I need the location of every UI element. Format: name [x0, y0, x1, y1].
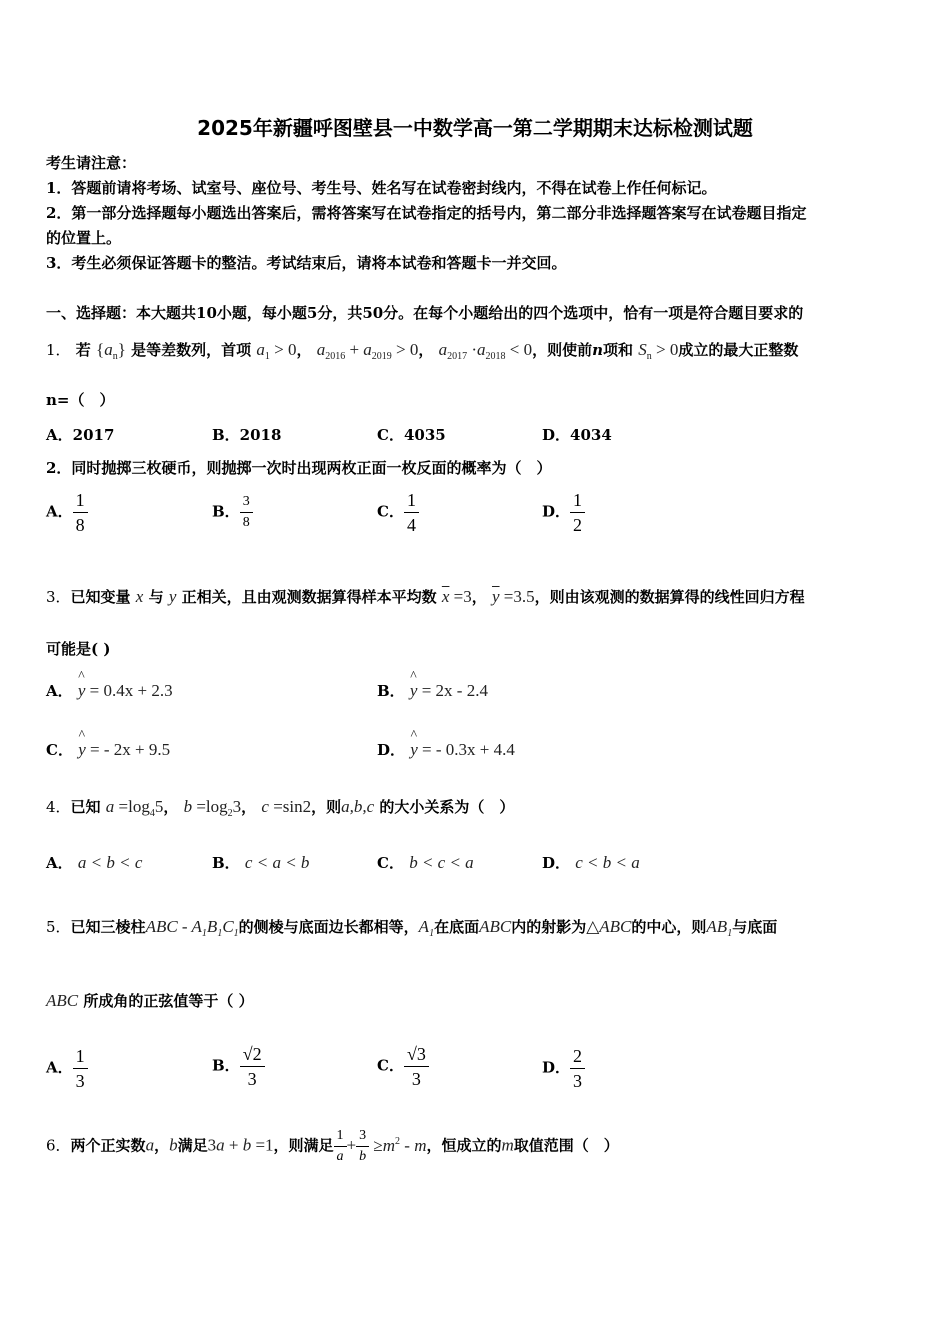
page-title: 2025年新疆呼图壁县一中数学高一第二学期期末达标检测试题	[197, 116, 753, 140]
q3-option-a: A． ^ y = 0.4x + 2.3	[46, 680, 173, 701]
q3-option-b: B． ^ y = 2x - 2.4	[377, 680, 488, 701]
question-1: 1． 若 $\{a_n\}$ 是等差数列，首项 $a_1 > 0$， $a_{2016} + a_{2019} > 0$， $a_{2017} \cdot a_{2018} < 0$，则使前n项和 $S_n > 0$成立的最大正整数	[46, 340, 799, 362]
q4-option-a: A． a < b < c	[46, 853, 143, 872]
q3-option-d: D． ^ y = - 0.3x + 4.4	[377, 739, 515, 760]
q2-option-b: B． $\frac{3}{8}$	[212, 494, 253, 531]
q5-option-c: C． $\frac{√3}{3}$	[377, 1044, 429, 1089]
q5-line-2: ABC 所成角的正弦值等于（ ）	[46, 991, 254, 1010]
q3-option-c: C． ^ y = - 2x + 9.5	[46, 739, 170, 760]
question-5: 5．已知三棱柱ABC - $A_1B_1C_1$的侧棱与底面边长都相等，$A_1$在底面ABC内的射影为△ABC的中心，则$AB_1$与底面	[46, 917, 778, 939]
q3-line-2: 可能是( )	[46, 640, 111, 658]
q1-formula-sn: $S_n > 0$	[638, 340, 679, 362]
q1-formula-sum: $a_{2016} + a_{2019} > 0$	[316, 340, 419, 362]
q1-option-d: D．4034	[542, 426, 612, 444]
q3-formula-xbar: $\overline{x} =3$	[441, 587, 472, 606]
q5-option-b: B． $\frac{√2}{3}$	[212, 1044, 265, 1089]
q1-option-a: A．2017	[46, 426, 115, 444]
q1-text-4: 项和	[603, 341, 634, 359]
q5-option-a: A． $\frac{1}{3}$	[46, 1046, 88, 1091]
q1-option-b: B．2018	[212, 426, 282, 444]
q1-option-c: C．4035	[377, 426, 446, 444]
notice-item-1: 1．答题前请将考场、试室号、座位号、考生号、姓名写在试卷密封线内，不得在试卷上作任何标记。	[46, 179, 717, 197]
q1-formula-a1: $a_1 > 0$	[256, 340, 297, 362]
notice-item-3: 3．考生必须保证答题卡的整洁。考试结束后，请将本试卷和答题卡一并交回。	[46, 254, 567, 272]
q1-text-5: 成立的最大正整数	[678, 341, 799, 359]
question-2: 2．同时抛掷三枚硬币，则抛掷一次时出现两枚正面一枚反面的概率为（ ）	[46, 459, 552, 477]
q1-formula-prod: $a_{2017} \cdot a_{2018} < 0$	[438, 340, 533, 362]
q2-option-d: D． $\frac{1}{2}$	[542, 490, 585, 535]
q1-text-2: 是等差数列，首项	[131, 341, 252, 359]
section-heading: 一、选择题：本大题共10小题，每小题5分，共50分。在每个小题给出的四个选项中，恰有一项是符合题目要求的	[46, 304, 804, 322]
q4-formula-b: $b =\log_23$	[183, 797, 242, 819]
q4-option-d: D． c < b < a	[542, 853, 640, 872]
question-6: 6．两个正实数a，b满足3a + b =1，则满足 $\frac{1}{a}$ + $\frac{3}{b}$ $\ge m^2 - m$，恒成立的m取值范围（ ）	[46, 1128, 619, 1164]
q1-line-2: n=（ ）	[46, 391, 115, 409]
q1-text-3: ，则使前	[532, 341, 593, 359]
q4-option-b: B． c < a < b	[212, 853, 310, 872]
q2-option-a: A． $\frac{1}{8}$	[46, 490, 88, 535]
notice-item-2: 2．第一部分选择题每小题选出答案后，需将答案写在试卷指定的括号内，第二部分非选择题答案写在试卷题目指定	[46, 204, 807, 222]
notice-item-2-cont: 的位置上。	[46, 229, 122, 247]
q1-text-1: 若	[75, 341, 91, 359]
q4-option-c: C． b < c < a	[377, 853, 474, 872]
notice-heading: 考生请注意：	[46, 154, 137, 172]
q4-formula-c: c =sin2	[261, 797, 312, 816]
q1-formula-seq: $\{a_n\}$	[96, 340, 126, 362]
q2-option-c: C． $\frac{1}{4}$	[377, 490, 419, 535]
question-4: 4．已知 $a =\log_45$， $b =\log_23$， c =sin2，则a,b,c 的大小关系为（ ）	[46, 797, 515, 819]
q4-formula-a: $a =\log_45$	[105, 797, 164, 819]
q1-number: 1．	[46, 341, 71, 359]
q5-option-d: D． $\frac{2}{3}$	[542, 1046, 585, 1091]
q3-formula-ybar: $\overline{y} =3.5$	[491, 587, 535, 606]
question-3: 3．已知变量 x 与 y 正相关，且由观测数据算得样本平均数 $\overline{x} =3$， $\overline{y} =3.5$，则由该观测的数据算得的线性回归方程	[46, 587, 805, 606]
